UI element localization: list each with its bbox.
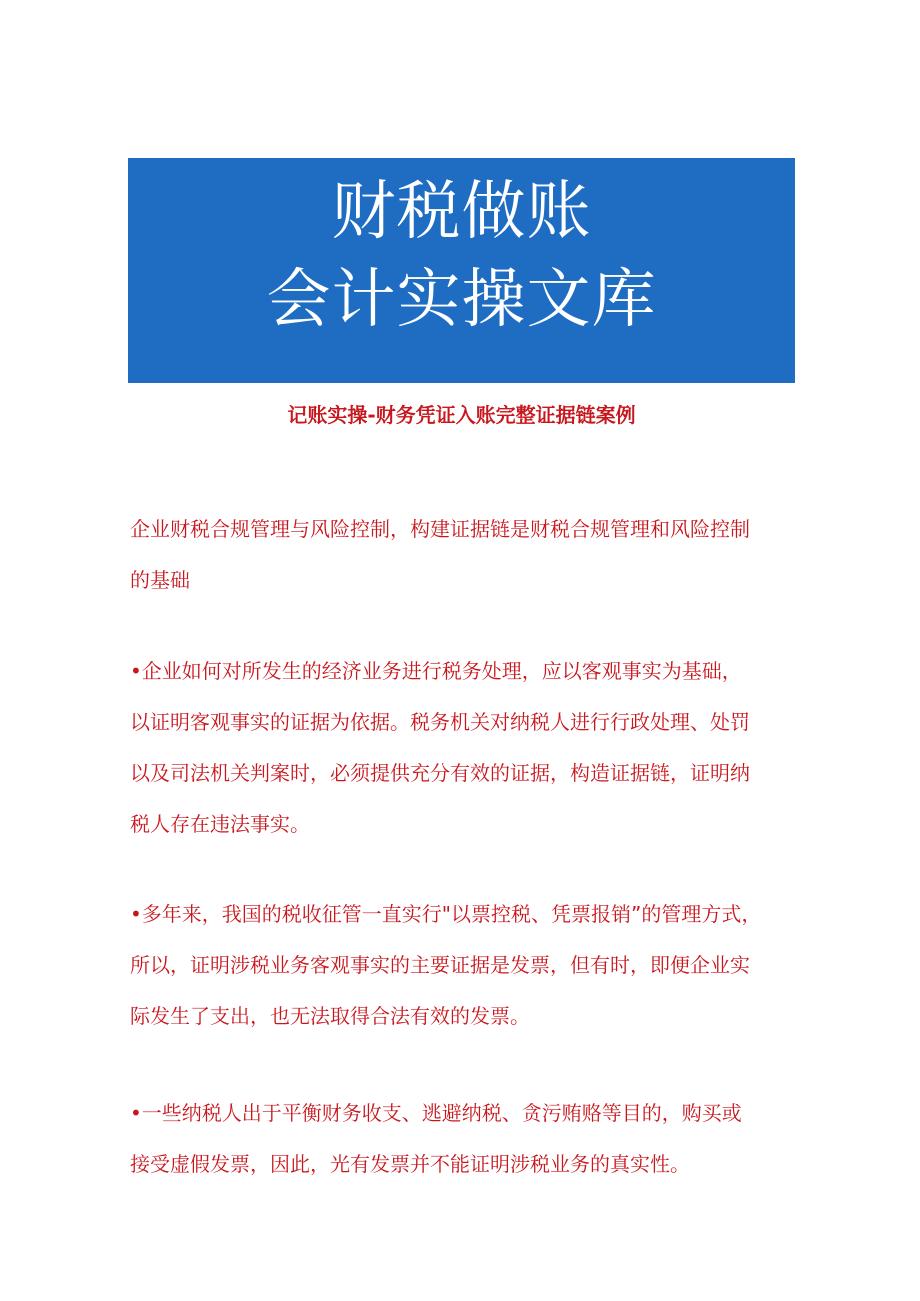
paragraph-line: 以证明客观事实的证据为依据。税务机关对纳税人进行行政处理、处罚 <box>130 710 750 734</box>
paragraph-bullet-2 <box>130 889 798 1042</box>
paragraph-line: •企业如何对所发生的经济业务进行税务处理，应以客观事实为基础， <box>130 659 742 683</box>
paragraph-intro <box>130 504 798 606</box>
paragraph-line: 企业财税合规管理与风险控制，构建证据链是财税合规管理和风险控制 <box>130 517 750 541</box>
paragraph-line: 的基础 <box>130 568 190 592</box>
paragraph-line: 际发生了支出，也无法取得合法有效的发票。 <box>130 1004 530 1028</box>
banner-title-line-1: 财税做账 <box>331 175 592 249</box>
document-subtitle: 记账实操-财务凭证入账完整证据链案例 <box>287 403 636 427</box>
paragraph-line: 所以，证明涉税业务客观事实的主要证据是发票，但有时，即便企业实 <box>130 953 750 977</box>
paragraph-bullet-3 <box>130 1088 798 1190</box>
paragraph-line: 以及司法机关判案时，必须提供充分有效的证据，构造证据链，证明纳 <box>130 761 750 785</box>
paragraph-line: •一些纳税人出于平衡财务收支、逃避纳税、贪污贿赂等目的，购买或 <box>130 1101 742 1125</box>
paragraph-line: •多年来，我国的税收征管一直实行"以票控税、凭票报销”的管理方式， <box>130 902 762 926</box>
paragraph-bullet-1 <box>130 646 798 850</box>
paragraph-line: 接受虚假发票，因此，光有发票并不能证明涉税业务的真实性。 <box>130 1152 690 1176</box>
paragraph-line: 税人存在违法事实。 <box>130 812 310 836</box>
banner-title-line-2: 会计实操文库 <box>266 263 657 337</box>
